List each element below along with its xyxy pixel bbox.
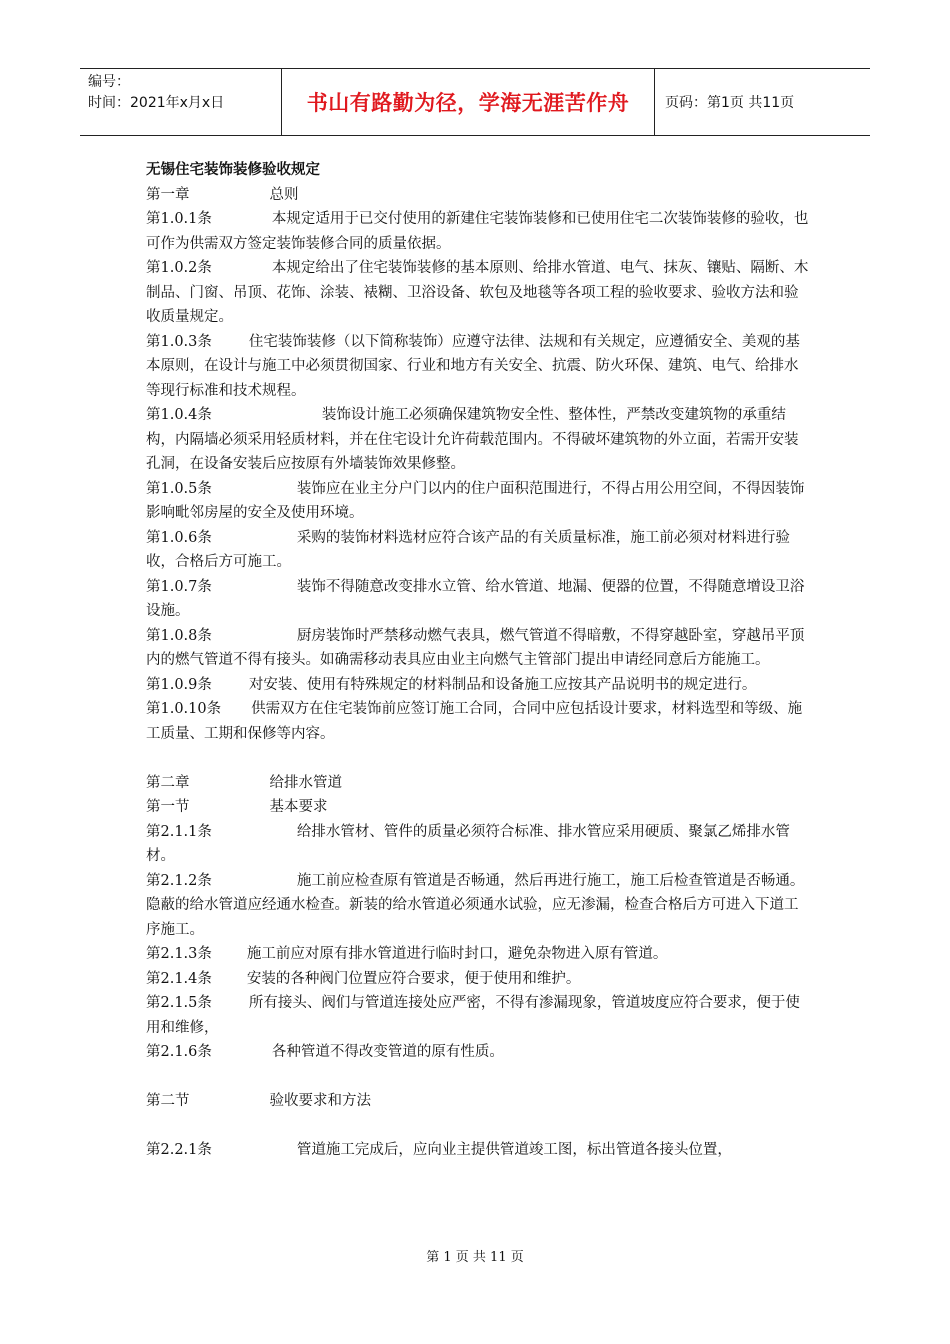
- clause-number: 第2.1.2条: [146, 872, 212, 889]
- header-meta: [80, 69, 282, 135]
- clause-number: 第1.0.2条: [146, 260, 212, 276]
- heading-number: 第二节: [146, 1093, 190, 1109]
- clause-text: 各种管道不得改变管道的原有性质。: [271, 1044, 504, 1060]
- header-page-info: 页码：第1页 共11页: [665, 95, 795, 111]
- clause-number: 第1.0.7条: [146, 578, 212, 595]
- clause-number: 第1.0.3条: [146, 333, 212, 350]
- heading-text: 总则: [269, 186, 299, 203]
- clause-number: 第1.0.6条: [146, 529, 212, 546]
- heading-number: 第二章: [146, 774, 190, 791]
- clause-text: 本规定给出了住宅装饰装修的基本原则、给排水管道、电气、抹灰、镶贴、隔断、木制品、门窗、吊顶、花饰、涂装、裱糊、卫浴设备、软包及地毯等各项工程的验收要求、验收方法和验收质量规定。: [146, 260, 809, 325]
- clause-paragraph: [146, 477, 810, 526]
- page-footer: 第 1 页 共 11 页: [426, 1250, 524, 1265]
- blank-line: [146, 746, 810, 771]
- clause-text: 对安装、使用有特殊规定的材料制品和设备施工应按其产品说明书的规定进行。: [248, 676, 757, 693]
- clause-paragraph: [146, 256, 810, 330]
- clause-text: 安装的各种阀门位置应符合要求，便于使用和维护。: [246, 970, 581, 987]
- clause-paragraph: [146, 697, 810, 746]
- clause-paragraph: [146, 207, 810, 256]
- clause-text: 采购的装饰材料选材应符合该产品的有关质量标准，施工前必须对材料进行验收，合格后方可施工。: [146, 529, 790, 570]
- clause-text: 施工前应对原有排水管道进行临时封口，避免杂物进入原有管道。: [246, 946, 668, 962]
- heading-text: 验收要求和方法: [269, 1093, 371, 1109]
- page-header: [80, 68, 870, 136]
- heading-number: 第一章: [146, 186, 190, 203]
- clause-paragraph: [146, 624, 810, 673]
- document-title: 无锡住宅装饰装修验收规定: [146, 162, 320, 178]
- clause-text: 本规定适用于已交付使用的新建住宅装饰装修和已使用住宅二次装饰装修的验收，也可作为供需双方签定装饰装修合同的质量依据。: [146, 211, 809, 252]
- clause-paragraph: [146, 991, 810, 1040]
- clause-number: 第1.0.4条: [146, 407, 212, 423]
- clause-paragraph: [146, 820, 810, 869]
- clause-text: 所有接头、阀们与管道连接处应严密，不得有渗漏现象，管道坡度应符合要求，便于使用和维修，: [146, 995, 800, 1036]
- clause-text: 装饰设计施工必须确保建筑物安全性、整体性，严禁改变建筑物的承重结构，内隔墙必须采用轻质材料，并在住宅设计允许荷载范围内。不得破坏建筑物的外立面，若需开安装孔洞，在设备安装后应按原有外墙装饰效果修整。: [146, 407, 799, 472]
- clause-number: 第2.1.6条: [146, 1044, 212, 1060]
- clause-paragraph: [146, 869, 810, 943]
- clause-paragraph: [146, 526, 810, 575]
- clause-number: 第1.0.10条: [146, 701, 222, 717]
- clause-number: 第1.0.1条: [146, 211, 212, 227]
- clause-text: 管道施工完成后，应向业主提供管道竣工图，标出管道各接头位置，: [296, 1142, 732, 1158]
- clause-paragraph: [146, 330, 810, 404]
- clause-number: 第2.1.4条: [146, 970, 212, 987]
- clause-paragraph: [146, 942, 810, 967]
- clause-text: 给排水管材、管件的质量必须符合标准、排水管应采用硬质、聚氯乙烯排水管 材。: [146, 823, 790, 864]
- blank-line: [146, 1065, 810, 1090]
- section-heading: [146, 771, 810, 796]
- clause-text: 供需双方在住宅装饰前应签订施工合同，合同中应包括设计要求，材料选型和等级、施工质量、工期和保修等内容。: [146, 701, 803, 742]
- clause-paragraph: [146, 967, 810, 992]
- clause-number: 第1.0.5条: [146, 480, 212, 497]
- clause-paragraph: [146, 403, 810, 477]
- clause-paragraph: [146, 1040, 810, 1065]
- heading-text: 给排水管道: [269, 774, 342, 791]
- clause-number: 第2.2.1条: [146, 1142, 212, 1158]
- clause-number: 第2.1.5条: [146, 995, 212, 1011]
- section-heading: [146, 183, 810, 208]
- clause-text: 住宅装饰装修（以下简称装饰）应遵守法律、法规和有关规定，应遵循安全、美观的基本原则，在设计与施工中必须贯彻国家、行业和地方有关安全、抗震、防火环保、建筑、电气、给排水等现行标准和技术规程。: [146, 333, 800, 399]
- clause-number: 第1.0.9条: [146, 676, 212, 693]
- blank-line: [146, 1114, 810, 1139]
- document-date: 时间：2021年x月x日: [88, 95, 225, 111]
- section-heading: [146, 795, 810, 820]
- clause-paragraph: [146, 1138, 810, 1163]
- section-heading: [146, 1089, 810, 1114]
- heading-text: 基本要求: [269, 799, 328, 815]
- clause-text: 厨房装饰时严禁移动燃气表具，燃气管道不得暗敷，不得穿越卧室，穿越吊平顶内的燃气管道不得有接头。如确需移动表具应由业主向燃气主管部门提出申请经同意后方能施工。: [146, 627, 805, 668]
- clause-paragraph: [146, 673, 810, 698]
- header-motto: 书山有路勤为径，学海无涯苦作舟: [282, 69, 655, 135]
- clause-text: 装饰不得随意改变排水立管、给水管道、地漏、便器的位置，不得随意增设卫浴设施。: [146, 578, 805, 619]
- clause-text: 装饰应在业主分户门以内的住户面积范围进行，不得占用公用空间，不得因装饰影响毗邻房屋的安全及使用环境。: [146, 480, 805, 521]
- clause-paragraph: [146, 575, 810, 624]
- clause-text: 施工前应检查原有管道是否畅通，然后再进行施工，施工后检查管道是否畅通。隐蔽的给水管道应经通水检查。新装的给水管道必须通水试验，应无渗漏，检查合格后方可进入下道工序施工。: [146, 872, 805, 938]
- clause-number: 第2.1.3条: [146, 946, 212, 962]
- document-body: [146, 158, 810, 1163]
- document-number-label: 编号：: [88, 74, 130, 90]
- clause-number: 第2.1.1条: [146, 823, 212, 840]
- heading-number: 第一节: [146, 799, 190, 815]
- clause-number: 第1.0.8条: [146, 627, 212, 644]
